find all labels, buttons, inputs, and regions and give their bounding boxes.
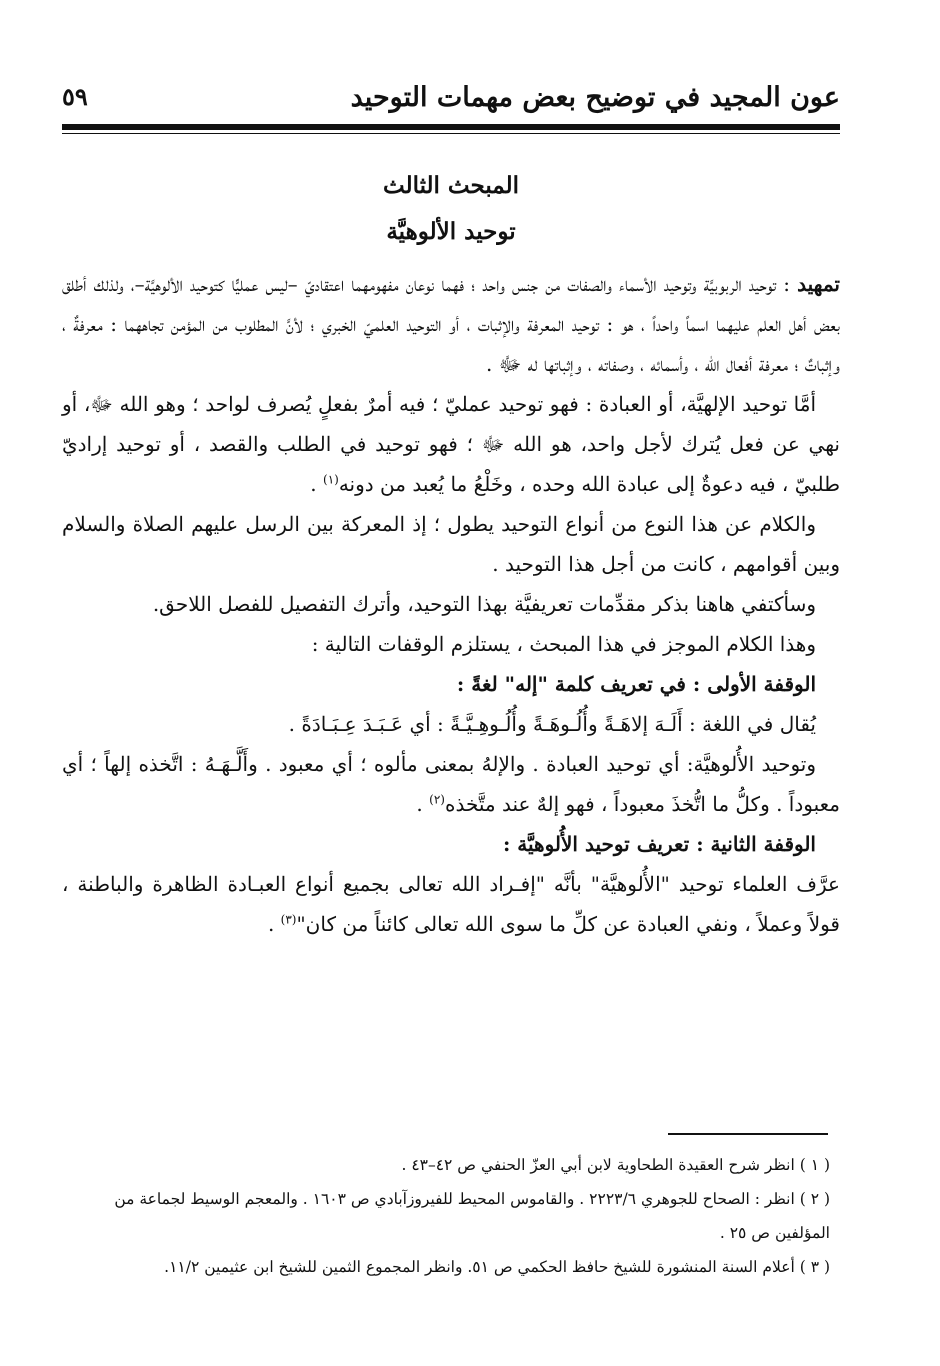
definition-text: عرَّف العلماء توحيد "الأُلوهيَّة" بأنَّه "إفـراد الله تعالى بجميع أنواع العبـادة الظاهرة والباطنة ، قولاً وعملاً ، ونفي العبادة عن كلِّ ما سوى الله تعالى كائناً من كان" xyxy=(62,872,840,936)
paragraph-language: يُقال في اللغة : أَلَـهَ إلاهَـةً وأُلُـوهَـةً وأُلُـوهِـيَّـةً : أي عَـبَـدَ عِـبَـادَةً . xyxy=(288,712,816,736)
paragraph-intro-note: وسأكتفي هاهنا بذكر مقدِّمات تعريفيَّة بهذا التوحيد، وأترك التفصيل للفصل اللاحق. xyxy=(152,592,816,616)
footnote-3: ( ٣ ) أعلام السنة المنشورة للشيخ حافظ الحكمي ص ٥١. وانظر المجموع الثمين للشيخ ابن عثيمين ١١/٢. xyxy=(164,1258,830,1276)
definition-end: . xyxy=(267,912,281,936)
paragraph-stops: وهذا الكلام الموجز في هذا المبحث ، يستلزم الوقفات التالية : xyxy=(311,632,816,656)
book-title: عون المجيد في توضيح بعض مهمات التوحيد xyxy=(350,82,840,113)
meaning-text: وتوحيد الأُلوهيَّة: أي توحيد العبادة . والإلهُ بمعنى مألوه ؛ أي معبود . وأَلَّـهَـهُ : اتَّخذه إلهاً ؛ أي معبوداً . وكلُّ ما اتُّخذَ معبوداً ، فهو إلهٌ عند متَّخذه xyxy=(62,752,840,816)
subheading-second-stop: الوقفة الثانية : تعريف توحيد الأُلوهيَّة : xyxy=(502,832,816,856)
intro-lead-word: تمهيد xyxy=(797,272,840,296)
subheading-first-stop: الوقفة الأولى : في تعريف كلمة "إله" لغةً : xyxy=(456,672,816,696)
uluhiyyah-end: . xyxy=(310,472,323,496)
footnote-separator xyxy=(668,1133,828,1135)
paragraph-conflict: والكلام عن هذا النوع من أنواع التوحيد يطول ؛ إذ المعركة بين الرسل عليهم الصلاة والسلام وبين أقوامهم ، كانت من أجل هذا التوحيد . xyxy=(62,512,840,576)
main-text xyxy=(62,264,840,944)
uluhiyyah-text: أمَّا توحيد الإلهيَّة، أو العبادة : فهو توحيد عمليّ ؛ فيه أمرٌ بفعلٍ يُصرف لواحد ؛ وهو الله ﷻ، أو نهي عن فعل يُترك لأجل واحد، هو الله ﷻ ؛ فهو توحيد في الطلب والقصد ، أو توحيد إراديّ طلبيّ ، فيه دعوةٌ إلى عبادة الله وحده ، وخَلْعُ ما يُعبد من دونه xyxy=(62,392,841,496)
header-rule-thin xyxy=(62,133,840,134)
footnote-1: ( ١ ) انظر شرح العقيدة الطحاوية لابن أبي العزّ الحنفي ص ٤٢–٤٣ . xyxy=(401,1156,830,1174)
page-number: ٥٩ xyxy=(62,82,88,111)
paragraph-meaning xyxy=(62,744,840,824)
meaning-end: . xyxy=(416,792,430,816)
footnote-ref-1[interactable]: (١) xyxy=(323,472,339,487)
footnote-2: ( ٢ ) انظر : الصحاح للجوهري ٢٢٢٣/٦ . والقاموس المحيط للفيروزآبادي ص ١٦٠٣ . والمعجم الوسيط لجماعة من المؤلفين ص ٢٥ . xyxy=(114,1190,830,1242)
paragraph-definition xyxy=(62,864,840,944)
paragraph-intro xyxy=(62,264,840,384)
header-rule-thick xyxy=(62,124,840,130)
footnotes xyxy=(62,1148,830,1284)
running-header xyxy=(62,78,840,122)
paragraph-uluhiyyah xyxy=(62,384,840,504)
footnote-ref-2[interactable]: (٢) xyxy=(429,792,445,807)
footnote-ref-3[interactable]: (٣) xyxy=(280,912,297,927)
intro-text: : توحيد الربوبيَّة وتوحيد الأسماء والصفات من جنس واحد ؛ فهما نوعان مفهومهما اعتقاديّ –ليس عمليًّا كتوحيد الألوهيَّة–، ولذلك أطلق بعض أهل العلم عليهما اسماً واحداً ، هو : توحيد المعرفة والإثبات ، أو التوحيد العلميّ الخبري ؛ لأنَّ المطلوب من المؤمن تجاههما : معرفةٌ ، وإثباتٌ ؛ معرفة أفعال الله ، وأسمائه ، وصفاته ، وإثباتها له ﷻ . xyxy=(62,272,840,376)
section-heading: المبحث الثالث xyxy=(382,172,519,199)
section-subheading: توحيد الألوهيَّة xyxy=(386,218,516,245)
